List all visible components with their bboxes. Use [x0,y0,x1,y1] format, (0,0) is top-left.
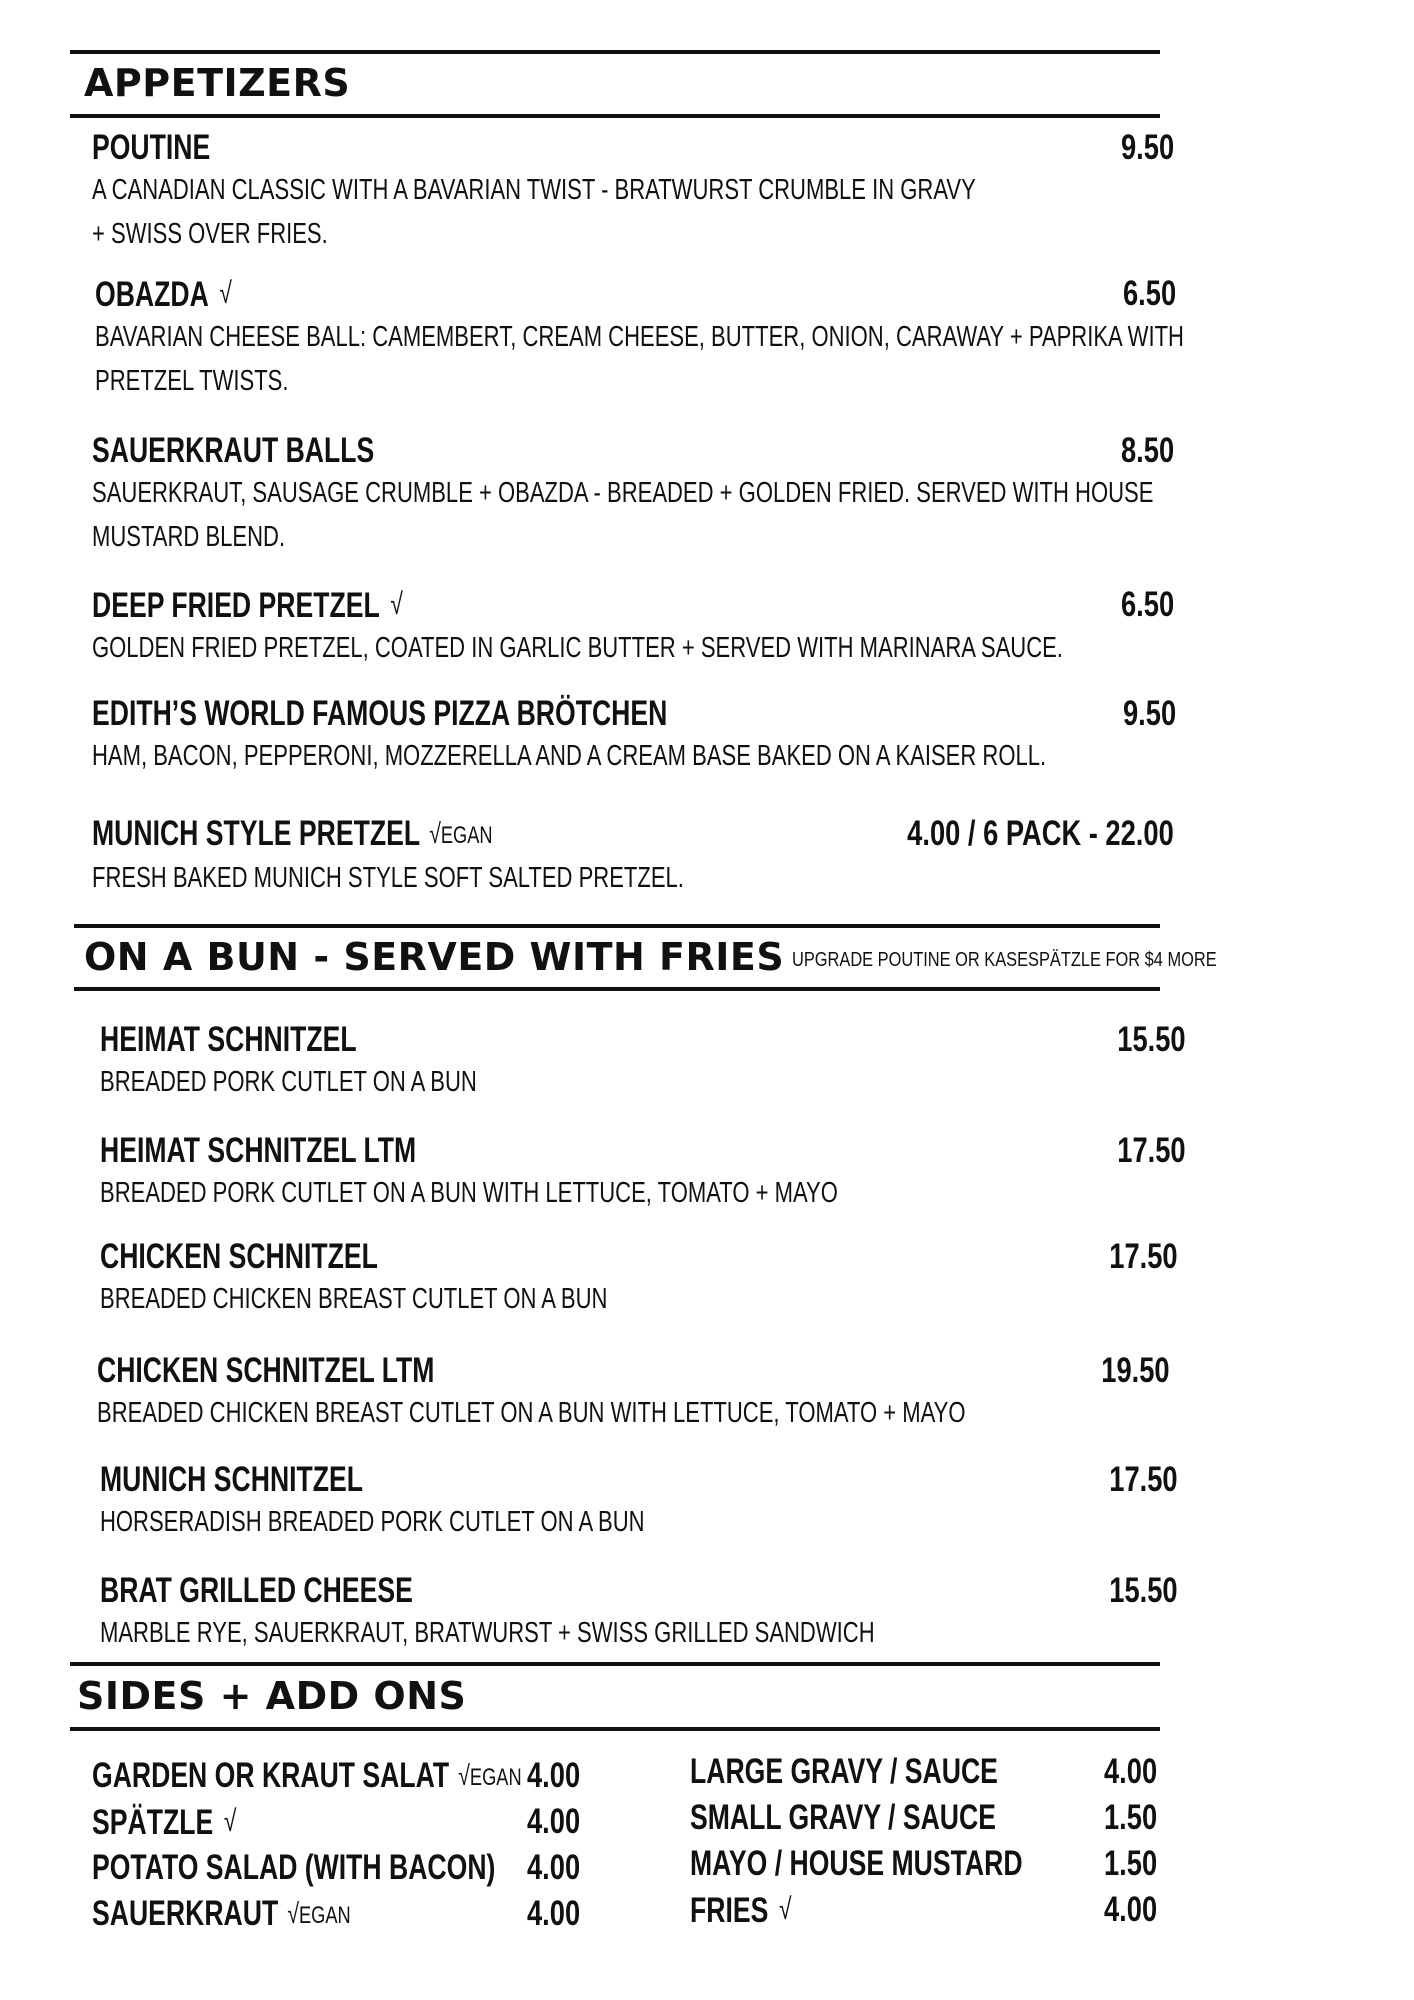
section-heading: ON A BUN - SERVED WITH FRIES [84,935,785,979]
side-name: LARGE GRAVY / SAUCE [690,1752,998,1791]
section-title-on-a-bun [84,935,1310,979]
menu-item-chicken-schnitzel-ltm [97,1351,1240,1435]
item-name: HEIMAT SCHNITZEL [100,1020,357,1059]
side-item-sauerkraut [92,1894,432,1936]
section-title-sides: SIDES + ADD ONS [77,1674,467,1718]
divider [74,924,1160,928]
item-name: CHICKEN SCHNITZEL LTM [97,1351,435,1390]
leaf-check-icon: √ [219,277,232,310]
item-description: GOLDEN FRIED PRETZEL, COATED IN GARLIC BUTTER + SERVED WITH MARINARA SAUCE. [92,632,1063,664]
item-description: MUSTARD BLEND. [92,521,286,553]
item-description: SAUERKRAUT, SAUSAGE CRUMBLE + OBAZDA - BREADED + GOLDEN FRIED. SERVED WITH HOUSE [92,477,1154,509]
item-description: BREADED PORK CUTLET ON A BUN [100,1066,477,1098]
item-price: 17.50 [1109,1460,1178,1499]
item-description: FRESH BAKED MUNICH STYLE SOFT SALTED PRETZEL. [92,862,684,894]
section-note: UPGRADE POUTINE OR KASESPÄTZLE FOR $4 MORE [792,949,1217,971]
side-name: SPÄTZLE [92,1803,214,1842]
menu-item-brat-grilled-cheese [100,1571,1119,1655]
item-description: BREADED CHICKEN BREAST CUTLET ON A BUN [100,1283,608,1315]
vegan-check-mark: √ [287,1898,300,1929]
side-name: SAUERKRAUT [92,1894,279,1933]
item-name: OBAZDA [95,275,209,314]
side-price: 4.00 [527,1802,581,1841]
menu-item-poutine [92,128,1255,256]
vegan-check-mark: √ [429,818,441,849]
item-name: MUNICH STYLE PRETZEL [92,814,421,853]
item-name: HEIMAT SCHNITZEL LTM [100,1131,417,1170]
item-description: + SWISS OVER FRIES. [92,218,328,250]
item-description: HAM, BACON, PEPPERONI, MOZZERELLA AND A CREAM BASE BAKED ON A KAISER ROLL. [92,740,1047,772]
item-price: 9.50 [1122,694,1176,733]
side-name: POTATO SALAD (WITH BACON) [92,1848,496,1887]
side-name-row [92,1894,351,1936]
section-title-appetizers: APPETIZERS [84,61,351,105]
item-description: PRETZEL TWISTS. [95,365,289,397]
menu-item-deep-fried-pretzel [92,585,1370,670]
side-name-row [92,1756,522,1798]
side-price: 1.50 [1104,1798,1158,1837]
item-name: DEEP FRIED PRETZEL [92,586,380,625]
menu-item-heimat-schnitzel [100,1020,596,1104]
leaf-check-icon: √ [778,1893,792,1926]
vegan-label: EGAN [469,1764,522,1791]
item-name-row [92,814,493,856]
menu-item-chicken-schnitzel [100,1237,768,1321]
vegan-label: EGAN [440,822,493,849]
side-item-fries [690,1890,824,1931]
item-name-row [95,274,232,315]
item-price: 17.50 [1117,1131,1186,1170]
item-price: 4.00 / 6 PACK - 22.00 [907,814,1174,853]
divider [70,114,1160,118]
item-name: MUNICH SCHNITZEL [100,1460,364,1499]
menu-item-munich-style-pretzel [92,814,871,900]
item-price: 8.50 [1120,431,1174,470]
side-name: SMALL GRAVY / SAUCE [690,1798,996,1837]
item-price: 19.50 [1101,1351,1170,1390]
side-item-mayo-mustard [690,1844,1128,1884]
vegan-label: EGAN [299,1902,351,1929]
leaf-check-icon: √ [223,1805,237,1838]
menu-item-heimat-schnitzel-ltm [100,1131,1071,1215]
item-description: BAVARIAN CHEESE BALL: CAMEMBERT, CREAM CHEESE, BUTTER, ONION, CARAWAY + PAPRIKA WITH [95,321,1184,353]
vegan-icon [458,1756,521,1798]
side-name: MAYO / HOUSE MUSTARD [690,1844,1023,1883]
menu-item-obazda [95,274,1414,403]
item-description: A CANADIAN CLASSIC WITH A BAVARIAN TWIST - BRATWURST CRUMBLE IN GRAVY [92,174,976,206]
item-name: POUTINE [92,128,211,167]
side-price: 1.50 [1104,1844,1158,1883]
side-name-row [92,1802,236,1843]
divider [70,1662,1160,1666]
side-item-small-gravy [690,1798,1093,1838]
side-item-large-gravy [690,1752,1095,1792]
side-price: 4.00 [527,1894,581,1933]
item-price: 6.50 [1122,274,1176,313]
side-price: 4.00 [1104,1890,1158,1929]
side-price: 4.00 [527,1848,581,1887]
side-name-row [690,1890,791,1931]
item-name: BRAT GRILLED CHEESE [100,1571,413,1610]
item-description: MARBLE RYE, SAUERKRAUT, BRATWURST + SWISS GRILLED SANDWICH [100,1617,875,1649]
item-price: 17.50 [1109,1237,1178,1276]
vegan-icon [287,1894,350,1936]
side-price: 4.00 [527,1756,581,1795]
divider [74,987,1160,991]
item-description: BREADED PORK CUTLET ON A BUN WITH LETTUCE, TOMATO + MAYO [100,1177,838,1209]
item-name: CHICKEN SCHNITZEL [100,1237,378,1276]
side-price: 4.00 [1104,1752,1158,1791]
item-price: 15.50 [1109,1571,1178,1610]
leaf-check-icon: √ [390,588,403,621]
item-name: EDITH’S WORLD FAMOUS PIZZA BRÖTCHEN [92,694,668,733]
item-price: 6.50 [1120,585,1174,624]
vegan-icon [429,814,492,856]
item-description: BREADED CHICKEN BREAST CUTLET ON A BUN WITH LETTUCE, TOMATO + MAYO [97,1397,966,1429]
side-item-spatzle [92,1802,282,1843]
vegan-check-mark: √ [458,1760,470,1791]
side-name: GARDEN OR KRAUT SALAT [92,1756,450,1795]
item-name: SAUERKRAUT BALLS [92,431,375,470]
item-name-row [92,585,403,626]
item-description: HORSERADISH BREADED PORK CUTLET ON A BUN [100,1506,645,1538]
divider [70,50,1160,54]
item-price: 9.50 [1120,128,1174,167]
menu-item-sauerkraut-balls [92,431,1414,559]
divider [70,1727,1160,1731]
menu-item-munich-schnitzel [100,1460,817,1544]
side-name: FRIES [690,1891,769,1930]
item-price: 15.50 [1117,1020,1186,1059]
